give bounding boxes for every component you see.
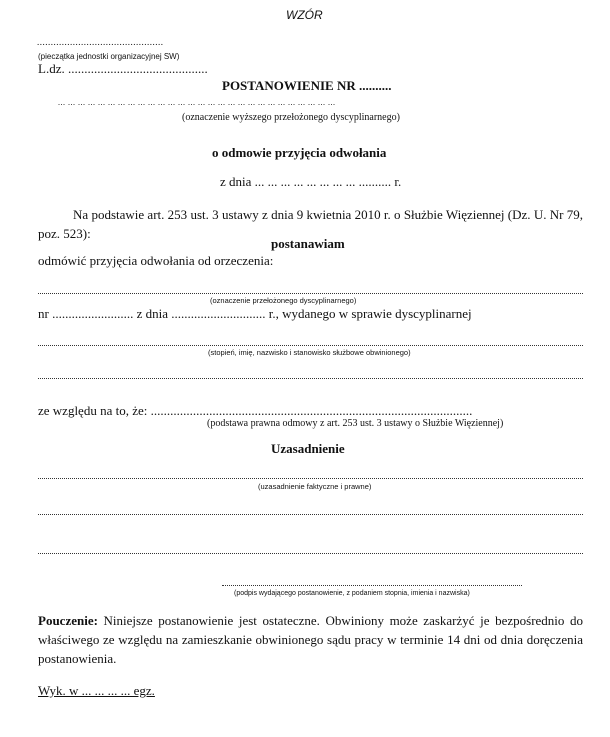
copies-count: Wyk. w ... ... ... ... egz. xyxy=(38,683,155,698)
decision-text: odmówić przyjęcia odwołania od orzeczenia: xyxy=(38,253,274,268)
legal-basis: Na podstawie art. 253 ust. 3 ustawy z dnia 9 kwietnia 2010 r. o Służbie Więziennej (Dz. U. Nr 79, poz. 523): xyxy=(38,207,583,241)
justification-line-2 xyxy=(38,514,583,515)
accused-fill-label: (stopień, imię, nazwisko i stanowisko służbowe obwinionego) xyxy=(208,348,411,357)
superior-label: (oznaczenie wyższego przełożonego dyscyplinarnego) xyxy=(182,112,400,123)
signature-label: (podpis wydającego postanowienie, z podaniem stopnia, imienia i nazwiska) xyxy=(234,590,470,597)
reason-label: (podstawa prawna odmowy z art. 253 ust. 3 ustawy o Służbie Więziennej) xyxy=(207,418,504,429)
ruling-number-line: nr ......................... z dnia ............................. r., wydanego w sprawie dyscyplinarnej xyxy=(38,306,472,321)
stamp-dots: .............................................. xyxy=(37,37,164,47)
accused-fill-line xyxy=(38,345,583,346)
instruction-text: Niniejsze postanowienie jest ostateczne. Obwiniony może zaskarżyć je bezpośrednio do właściwego ze względu na zamieszkanie obwinionego sądu pracy w terminie 14 dni od dnia doręczenia postanowienia. xyxy=(38,613,583,666)
superior-fill-line xyxy=(38,293,583,294)
stamp-label: (pieczątka jednostki organizacyjnej SW) xyxy=(38,52,180,61)
reference-number: L.dz. ........................................... xyxy=(38,61,208,76)
signature-line xyxy=(222,585,522,586)
document-title: POSTANOWIENIE NR .......... xyxy=(222,78,392,93)
justification-line-3 xyxy=(38,553,583,554)
superior-fill-label: (oznaczenie przełożonego dyscyplinarnego) xyxy=(210,296,357,305)
template-marker: WZÓR xyxy=(286,8,323,22)
superior-dots: ... ... ... ... ... ... ... ... ... ... ... ... ... ... ... ... ... ... ... ... ... ... ... ... ... ... ... ... xyxy=(58,98,336,107)
instruction-label: Pouczenie: xyxy=(38,613,98,628)
subject-heading: o odmowie przyjęcia odwołania xyxy=(212,145,387,160)
justification-line-1 xyxy=(38,478,583,479)
date-line: z dnia ... ... ... ... ... ... ... ... .......... r. xyxy=(220,174,402,189)
justification-heading: Uzasadnienie xyxy=(271,441,345,456)
justification-label: (uzasadnienie faktyczne i prawne) xyxy=(258,482,372,491)
instruction-paragraph xyxy=(38,611,583,668)
blank-line-1 xyxy=(38,378,583,379)
reason-line: ze względu na to, że: ................................................................................................... xyxy=(38,403,473,418)
decision-heading: postanawiam xyxy=(271,236,345,251)
